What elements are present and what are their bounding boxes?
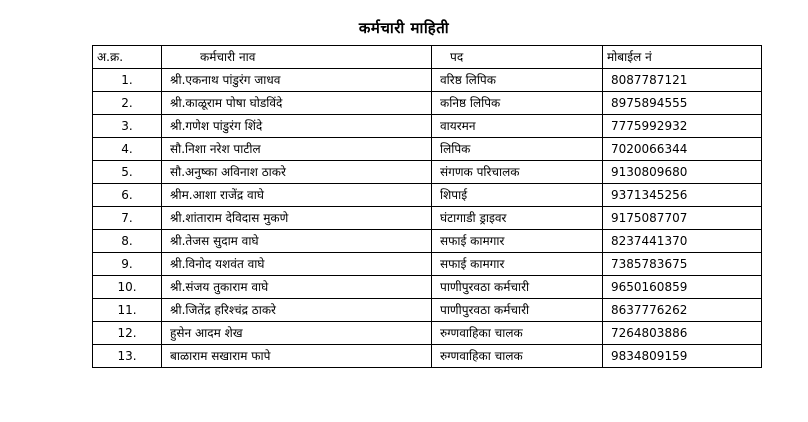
cell-post: रुग्णवाहिका चालक (432, 322, 603, 345)
cell-employee-name: श्री.एकनाथ पांडुरंग जाधव (162, 69, 432, 92)
cell-employee-name: श्री.संजय तुकाराम वाघे (162, 276, 432, 299)
table-row (93, 115, 762, 138)
cell-employee-name: श्री.शांताराम देविदास मुकणे (162, 207, 432, 230)
cell-serial-number: 5. (93, 161, 162, 184)
cell-serial-number: 6. (93, 184, 162, 207)
header-row (93, 46, 762, 69)
cell-serial-number: 12. (93, 322, 162, 345)
cell-serial-number: 13. (93, 345, 162, 368)
cell-mobile-number: 7775992932 (603, 115, 762, 138)
table-row (93, 69, 762, 92)
cell-employee-name: श्री.काळूराम पोषा घोडविंदे (162, 92, 432, 115)
cell-post: लिपिक (432, 138, 603, 161)
cell-mobile-number: 8237441370 (603, 230, 762, 253)
cell-employee-name: श्री.विनोद यशवंत वाघे (162, 253, 432, 276)
cell-mobile-number: 9650160859 (603, 276, 762, 299)
cell-employee-name: श्रीम.आशा राजेंद्र वाघे (162, 184, 432, 207)
cell-mobile-number: 7385783675 (603, 253, 762, 276)
table-row (93, 253, 762, 276)
table-row (93, 299, 762, 322)
cell-mobile-number: 7020066344 (603, 138, 762, 161)
table-row (93, 138, 762, 161)
cell-employee-name: श्री.जितेंद्र हरिश्चंद्र ठाकरे (162, 299, 432, 322)
cell-employee-name: बाळाराम सखाराम फापे (162, 345, 432, 368)
cell-post: पाणीपुरवठा कर्मचारी (432, 276, 603, 299)
header-employee-name: कर्मचारी नाव (162, 46, 432, 69)
cell-employee-name: सौ.निशा नरेश पाटील (162, 138, 432, 161)
table-row (93, 161, 762, 184)
cell-mobile-number: 9371345256 (603, 184, 762, 207)
cell-post: वायरमन (432, 115, 603, 138)
header-post: पद (432, 46, 603, 69)
cell-serial-number: 1. (93, 69, 162, 92)
cell-post: घंटागाडी ड्राइवर (432, 207, 603, 230)
header-serial-number: अ.क्र. (93, 46, 162, 69)
table-row (93, 207, 762, 230)
cell-post: कनिष्ठ लिपिक (432, 92, 603, 115)
table-row (93, 92, 762, 115)
cell-serial-number: 9. (93, 253, 162, 276)
table-row (93, 230, 762, 253)
table-row (93, 322, 762, 345)
cell-employee-name: श्री.तेजस सुदाम वाघे (162, 230, 432, 253)
cell-post: वरिष्ठ लिपिक (432, 69, 603, 92)
cell-serial-number: 11. (93, 299, 162, 322)
cell-post: सफाई कामगार (432, 230, 603, 253)
cell-employee-name: श्री.गणेश पांडुरंग शिंदे (162, 115, 432, 138)
cell-serial-number: 2. (93, 92, 162, 115)
cell-serial-number: 8. (93, 230, 162, 253)
cell-post: सफाई कामगार (432, 253, 603, 276)
table-header (93, 46, 762, 69)
table-row (93, 184, 762, 207)
cell-mobile-number: 9175087707 (603, 207, 762, 230)
cell-mobile-number: 9834809159 (603, 345, 762, 368)
cell-post: पाणीपुरवठा कर्मचारी (432, 299, 603, 322)
table-row (93, 276, 762, 299)
cell-serial-number: 10. (93, 276, 162, 299)
cell-employee-name: सौ.अनुष्का अविनाश ठाकरे (162, 161, 432, 184)
table-row (93, 345, 762, 368)
cell-employee-name: हुसेन आदम शेख (162, 322, 432, 345)
cell-serial-number: 7. (93, 207, 162, 230)
cell-mobile-number: 8975894555 (603, 92, 762, 115)
cell-post: रुग्णवाहिका चालक (432, 345, 603, 368)
cell-post: शिपाई (432, 184, 603, 207)
cell-mobile-number: 7264803886 (603, 322, 762, 345)
cell-serial-number: 3. (93, 115, 162, 138)
cell-mobile-number: 9130809680 (603, 161, 762, 184)
cell-mobile-number: 8637776262 (603, 299, 762, 322)
table-body (93, 69, 762, 368)
page-title: कर्मचारी माहिती (358, 19, 450, 37)
cell-serial-number: 4. (93, 138, 162, 161)
cell-mobile-number: 8087787121 (603, 69, 762, 92)
header-mobile-number: मोबाईल नं (603, 46, 762, 69)
cell-post: संगणक परिचालक (432, 161, 603, 184)
employee-table (92, 45, 762, 368)
